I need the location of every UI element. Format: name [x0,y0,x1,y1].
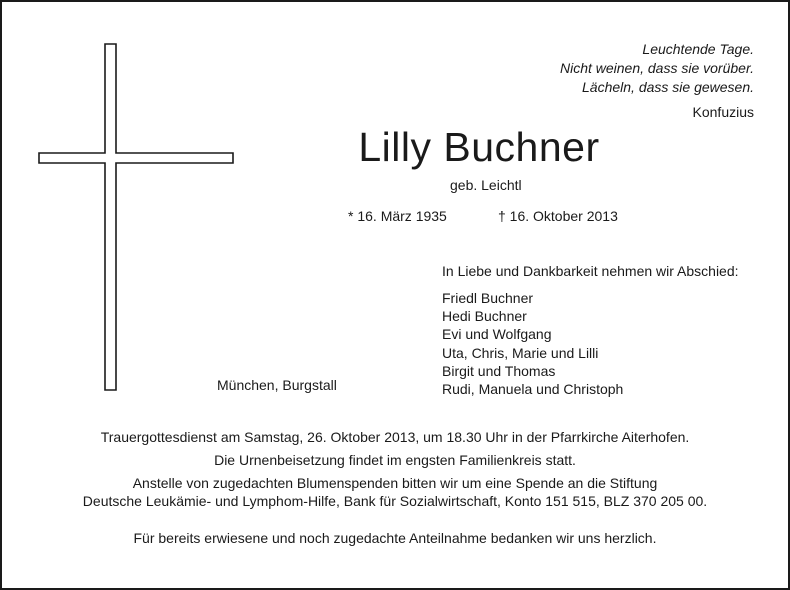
mourner: Rudi, Manuela und Christoph [442,381,624,398]
quote-line: Leuchtende Tage. [642,41,754,57]
mourner: Hedi Buchner [442,308,527,325]
mourner: Friedl Buchner [442,290,534,306]
death-date: † 16. Oktober 2013 [498,208,618,224]
mourner: Birgit und Thomas [442,362,556,379]
quote [560,40,754,97]
quote-line: Lächeln, dass sie gewesen. [582,79,754,95]
born-name: geb. Leichtl [450,177,522,193]
birth-date: * 16. März 1935 [348,208,447,224]
mourners-list [442,289,623,398]
place: München, Burgstall [217,377,337,393]
cross-icon [38,43,234,391]
farewell-heading: In Liebe und Dankbarkeit nehmen wir Abschied: [442,263,739,279]
mourner: Evi und Wolfgang [442,326,552,343]
quote-author: Konfuzius [692,104,754,120]
donation-bank-notice: Deutsche Leukämie- und Lymphom-Hilfe, Bank für Sozialwirtschaft, Konto 151 515, BLZ 370 205 00. [82,493,708,509]
funeral-service-notice: Trauergottesdienst am Samstag, 26. Oktober 2013, um 18.30 Uhr in der Pfarrkirche Aiterhofen. [100,429,690,445]
quote-line: Nicht weinen, dass sie vorüber. [559,60,754,76]
deceased-name: Lilly Buchner [358,124,600,170]
deceased-name-row [2,124,788,171]
mourner: Uta, Chris, Marie und Lilli [442,344,599,361]
donation-notice: Anstelle von zugedachten Blumenspenden bitten wir um eine Spende an die Stiftung [132,475,658,491]
thanks-notice: Für bereits erwiesene und noch zugedachte Anteilnahme bedanken wir uns herzlich. [133,530,657,546]
urn-burial-notice: Die Urnenbeisetzung findet im engsten Familienkreis statt. [214,452,576,468]
